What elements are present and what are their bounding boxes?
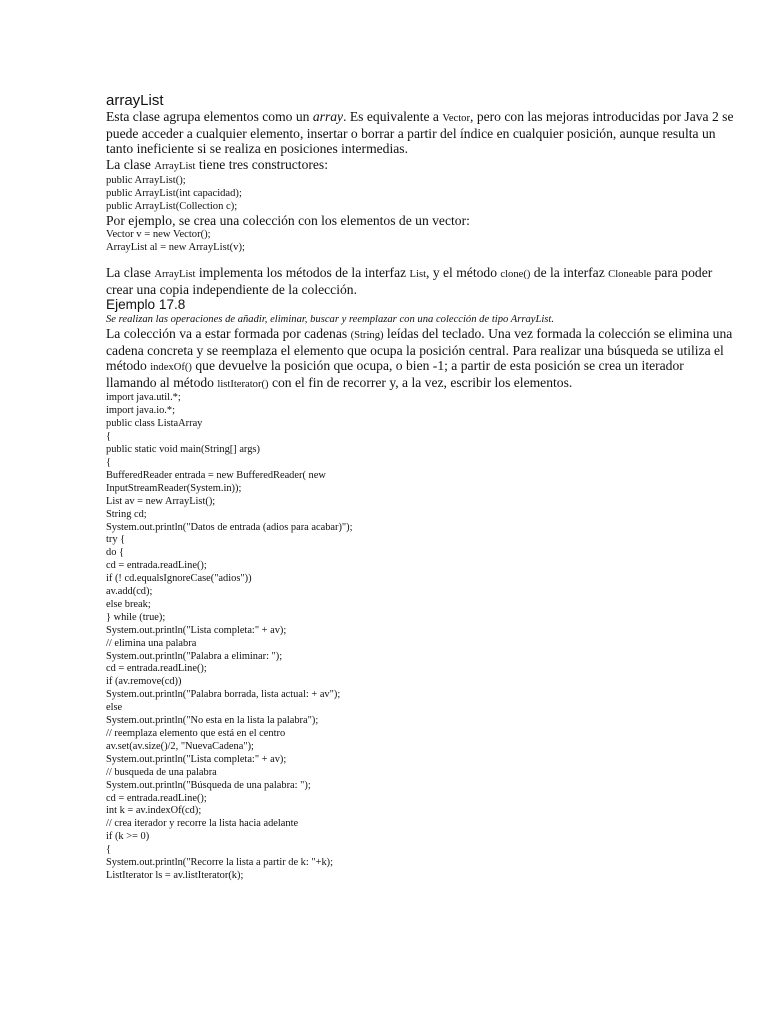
text-run: tiene tres constructores: bbox=[195, 156, 328, 172]
code-line: ListIterator ls = av.listIterator(k); bbox=[106, 869, 244, 881]
code-line: else break; bbox=[106, 598, 151, 610]
code-line: BufferedReader entrada = new BufferedReader( new bbox=[106, 469, 326, 481]
code-line: cd = entrada.readLine(); bbox=[106, 663, 207, 675]
text-run: con el fin de recorrer y, a la vez, escribir los elementos. bbox=[268, 375, 573, 391]
document-page bbox=[106, 93, 736, 883]
code-line: public ArrayList(Collection c); bbox=[106, 200, 238, 212]
code-line: cd = entrada.readLine(); bbox=[106, 792, 207, 804]
code-line: System.out.println("Lista completa:" + av); bbox=[106, 753, 287, 765]
spacer bbox=[106, 254, 736, 265]
inline-code: Cloneable bbox=[608, 269, 652, 281]
code-line: System.out.println("No esta en la lista la palabra"); bbox=[106, 715, 319, 727]
text-run: , y el método bbox=[426, 265, 501, 281]
code-line: int k = av.indexOf(cd); bbox=[106, 805, 202, 817]
constructors-list bbox=[106, 174, 736, 213]
code-line: public static void main(String[] args) bbox=[106, 444, 260, 456]
code-line: Vector v = new Vector(); bbox=[106, 229, 211, 241]
inline-code: listIterator() bbox=[217, 379, 269, 391]
code-line: System.out.println("Recorre la lista a partir de k: "+k); bbox=[106, 857, 334, 869]
code-line: System.out.println("Búsqueda de una palabra: "); bbox=[106, 779, 311, 791]
text-run: Esta clase agrupa elementos como un bbox=[106, 109, 313, 124]
code-line: try { bbox=[106, 534, 126, 546]
code-line: // elimina una palabra bbox=[106, 637, 197, 649]
section-title: arrayList bbox=[106, 92, 164, 109]
italic-text: array bbox=[312, 109, 344, 124]
program-code bbox=[106, 392, 736, 882]
code-line: InputStreamReader(System.in)); bbox=[106, 482, 242, 494]
example-description bbox=[106, 326, 736, 393]
code-line: if (k >= 0) bbox=[106, 831, 150, 843]
code-line: else bbox=[106, 702, 123, 714]
inline-code: ArrayList bbox=[154, 269, 196, 281]
text-run: de la interfaz bbox=[530, 265, 609, 281]
code-line: String cd; bbox=[106, 508, 147, 520]
text-run: implementa los métodos de la interfaz bbox=[195, 265, 410, 281]
code-line: { bbox=[106, 456, 111, 468]
code-line: if (! cd.equalsIgnoreCase("adios")) bbox=[106, 573, 252, 585]
example-subtitle: Se realizan las operaciones de añadir, eliminar, buscar y reemplazar con una colección de tipo ArrayList. bbox=[106, 313, 555, 325]
text-run: leídas del teclado. Una vez formada la colección se elimina una cadena concreta y se reemplaza el elemento que ocupa la posición central. Para realizar una búsqueda se utiliza el método bbox=[106, 325, 733, 374]
inline-code: indexOf() bbox=[150, 362, 192, 374]
code-line: if (av.remove(cd)) bbox=[106, 676, 182, 688]
example-code bbox=[106, 228, 736, 254]
code-line: import java.util.*; bbox=[106, 392, 181, 404]
code-line: { bbox=[106, 431, 111, 443]
code-line: public ArrayList(int capacidad); bbox=[106, 187, 242, 199]
code-line: import java.io.*; bbox=[106, 405, 175, 417]
code-line: List av = new ArrayList(); bbox=[106, 495, 216, 507]
code-line: av.add(cd); bbox=[106, 586, 153, 598]
inline-code: clone() bbox=[500, 269, 531, 281]
code-line: System.out.println("Datos de entrada (adios para acabar)"); bbox=[106, 521, 353, 533]
text-run: que devuelve la posición que ocupa, o bien -1; a partir de esta posición se crea un iterador llamando al método bbox=[106, 358, 684, 391]
code-line: ArrayList al = new ArrayList(v); bbox=[106, 242, 245, 254]
inline-code: ArrayList bbox=[154, 160, 196, 172]
code-line: System.out.println("Palabra borrada, lista actual: + av"); bbox=[106, 689, 341, 701]
code-line: } while (true); bbox=[106, 611, 166, 623]
inline-code: Vector bbox=[442, 113, 471, 124]
methods-paragraph bbox=[106, 265, 736, 297]
text-run: para poder crear una copia independiente de la colección. bbox=[106, 265, 713, 298]
code-line: do { bbox=[106, 547, 124, 559]
inline-code: List bbox=[409, 269, 427, 281]
code-line: // busqueda de una palabra bbox=[106, 766, 217, 778]
code-line: System.out.println("Lista completa:" + av); bbox=[106, 624, 287, 636]
text-run: La colección va a estar formada por cadenas bbox=[106, 325, 351, 341]
code-line: // reemplaza elemento que está en el centro bbox=[106, 728, 286, 739]
text-run: , pero con las mejoras introducidas por Java 2 se puede acceder a cualquier elemento, insertar o borrar a partir del índice en cualquier posición, aunque resulta un tanto ineficiente si se realiza en posiciones intermedias. bbox=[106, 109, 734, 157]
code-line: public ArrayList(); bbox=[106, 174, 186, 186]
code-line: System.out.println("Palabra a eliminar: "); bbox=[106, 650, 283, 662]
example-intro: Por ejemplo, se crea una colección con los elementos de un vector: bbox=[106, 212, 470, 228]
inline-code: (String) bbox=[350, 329, 384, 341]
code-line: cd = entrada.readLine(); bbox=[106, 560, 207, 572]
code-line: { bbox=[106, 844, 111, 856]
text-run: La clase bbox=[106, 265, 155, 281]
example-heading: Ejemplo 17.8 bbox=[106, 297, 186, 313]
text-run: La clase bbox=[106, 156, 155, 172]
intro-paragraph bbox=[106, 109, 736, 157]
code-line: // crea iterador y recorre la lista hacia adelante bbox=[106, 818, 299, 830]
text-run: . Es equivalente a bbox=[343, 109, 443, 124]
code-line: public class ListaArray bbox=[106, 418, 203, 430]
code-line: av.set(av.size()/2, "NuevaCadena"); bbox=[106, 740, 254, 752]
constructors-intro bbox=[106, 157, 736, 174]
